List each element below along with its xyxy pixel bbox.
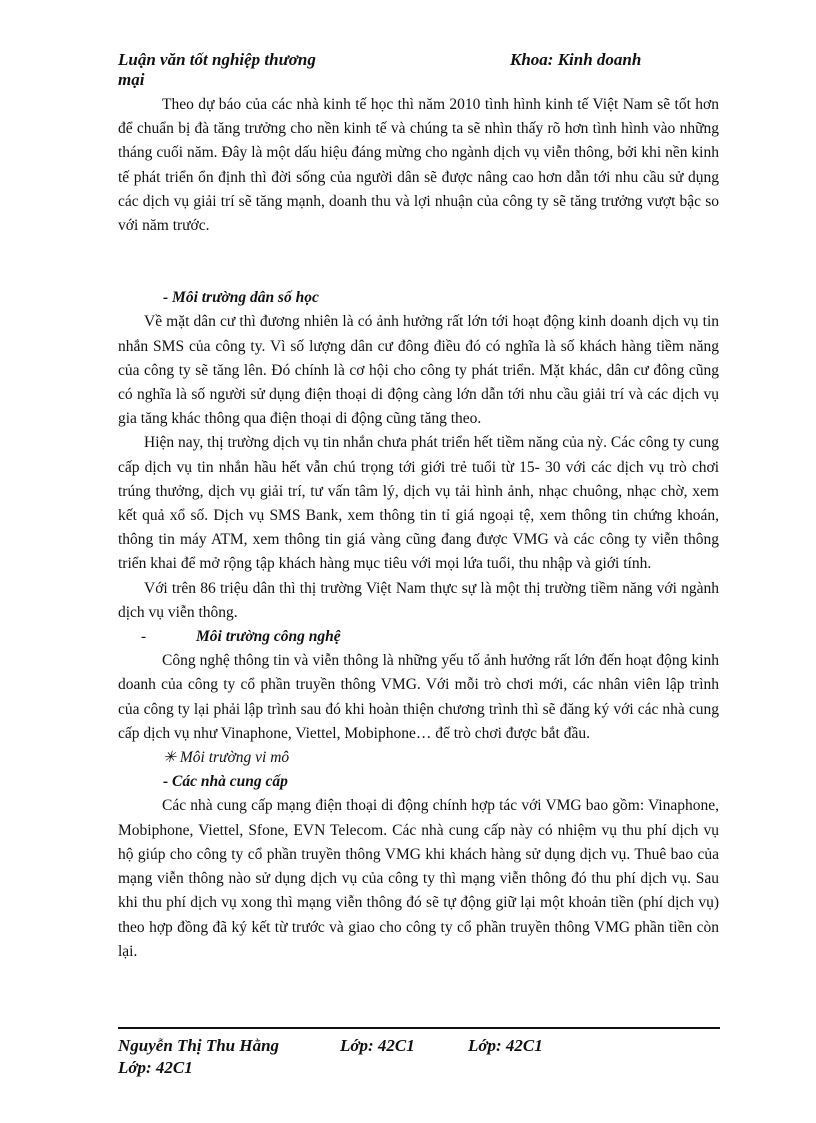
paragraph-population: Về mặt dân cư thì đương nhiên là có ảnh hưởng rất lớn tới hoạt động kinh doanh dịch vụ tin nhắn SMS của công ty. Vì số lượng dân cư đông điều đó có nghĩa là số khách hàng tiềm năng của công ty sẽ tăng lên. Đó chính là cơ hội cho công ty phát triển. Mặt khác, dân cư đông cũng có nghĩa là số người sử dụng điện thoại di động càng lớn dẫn tới nhu cầu giải trí và các dịch vụ gia tăng khác thông qua điện thoại di động cũng tăng theo. [118,313,719,428]
footer-author: Nguyễn Thị Thu Hằng [118,1036,280,1055]
heading-dash: - [141,628,147,646]
footer-divider [118,1027,720,1029]
paragraph-economic-forecast: Theo dự báo của các nhà kinh tế học thì năm 2010 tình hình kinh tế Việt Nam sẽ tốt hơn để chuẩn bị đà tăng trưởng cho nền kinh tế và chúng ta sẽ nhìn thấy rõ hơn tình hình vào những tháng cuối năm. Đây là một dấu hiệu đáng mừng cho ngành dịch vụ viễn thông, bởi khi nền kinh tế phát triển ổn định thì đời sống của người dân sẽ được nâng cao hơn dẫn tới nhu cầu sử dụng các dịch vụ giải trí sẽ tăng mạnh, doanh thu và lợi nhuận của công ty sẽ tăng trưởng vượt bậc so với năm trước. [118,96,719,235]
footer-class-3: Lớp: 42C1 [118,1058,193,1077]
document-body [118,93,719,964]
footer-class-1: Lớp: 42C1 [340,1036,415,1055]
heading-suppliers: - Các nhà cung cấp [163,773,288,791]
paragraph-technology: Công nghệ thông tin và viễn thông là những yếu tố ảnh hưởng rất lớn đến hoạt động kinh doanh của công ty cổ phần truyền thông VMG. Với mỗi trò chơi mới, các nhân viên lập trình của công ty lại phải lập trình sau đó khi hoàn thiện chương trình thì sẽ đăng ký với các nhà cung cấp dịch vụ như Vinaphone, Viettel, Mobiphone… để trò chơi được bắt đầu. [118,652,719,742]
heading-technology [118,625,719,649]
page-header [118,50,724,96]
heading-demographic: - Môi trường dân số học [163,289,319,307]
heading-technology-label: Môi trường công nghệ [196,628,341,646]
footer-class-2: Lớp: 42C1 [468,1036,543,1055]
spacer [118,238,719,286]
thesis-title: Luận văn tốt nghiệp thương mại [118,50,316,89]
heading-micro-environment: ✳ Môi trường vi mô [163,749,290,767]
page-footer [118,1035,738,1079]
paragraph-suppliers: Các nhà cung cấp mạng điện thoại di động chính hợp tác với VMG bao gồm: Vinaphone, Mobiphone, Viettel, Sfone, EVN Telecom. Các nhà cung cấp này có nhiệm vụ thu phí dịch vụ hộ giúp cho công ty cổ phần truyền thông VMG khi khách hàng sử dụng dịch vụ. Thuê bao của mạng viễn thông nào sử dụng dịch vụ của công ty thì mạng viễn thông đó thu phí dịch vụ. Sau khi thu phí dịch vụ xong thì mạng viễn thông đó sẽ tự động giữ lại một khoản tiền (phí dịch vụ) theo hợp đồng đã ký kết từ trước và giao cho công ty cổ phần truyền thông VMG phần tiền còn lại. [118,797,719,960]
paragraph-market-potential: Với trên 86 triệu dân thì thị trường Việt Nam thực sự là một thị trường tiềm năng với ngành dịch vụ viễn thông. [118,579,719,621]
faculty-label: Khoa: Kinh doanh [510,50,642,69]
paragraph-market-today: Hiện nay, thị trường dịch vụ tin nhắn chưa phát triển hết tiềm năng của nỳ. Các công ty cung cấp dịch vụ tin nhắn hầu hết vẫn chú trọng tới giới trẻ tuổi từ 15- 30 với các dịch vụ trò chơi trúng thưởng, dịch vụ giải trí, tư vấn tâm lý, dịch vụ tải hình ảnh, nhạc chuông, nhạc chờ, xem kết quả xổ số. Dịch vụ SMS Bank, xem thông tin tỉ giá ngoại tệ, xem thông tin chứng khoán, thông tin máy ATM, xem thông tin giá vàng cũng đang được VMG và các công ty viễn thông triển khai để mở rộng tập khách hàng mục tiêu với mọi lứa tuổi, thu nhập và giới tính. [118,434,719,573]
